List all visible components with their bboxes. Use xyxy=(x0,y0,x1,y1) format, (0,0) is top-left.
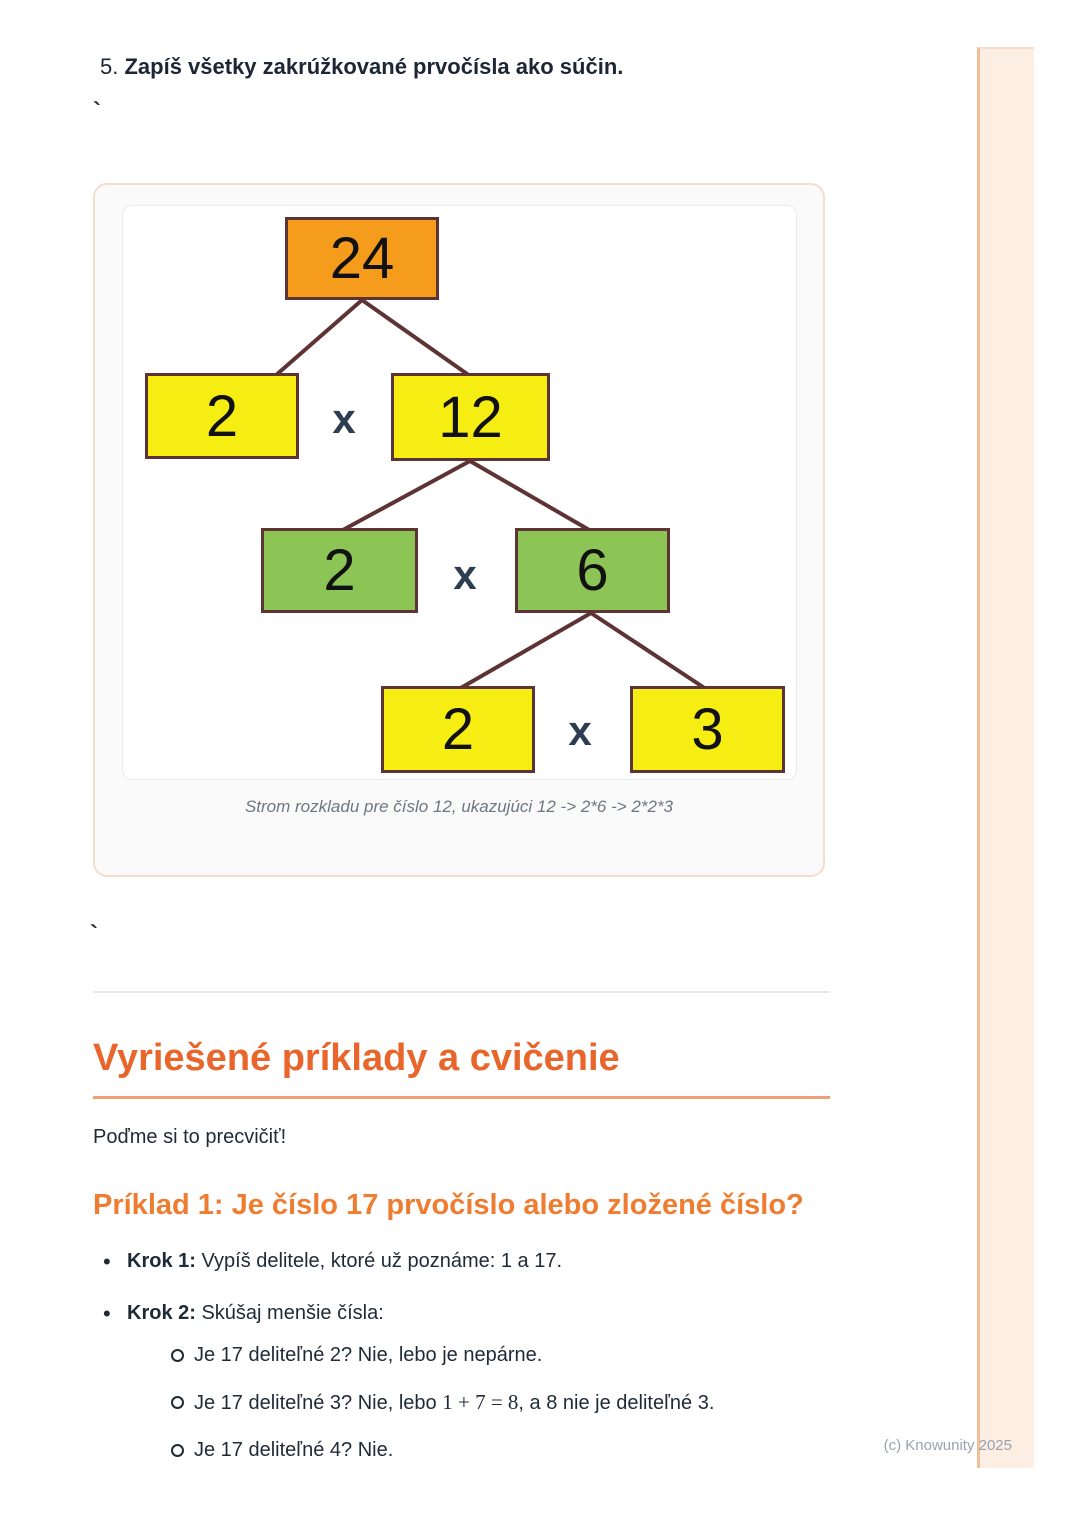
stray-backtick-2: ` xyxy=(90,921,98,948)
tree-node-2-left: 2 xyxy=(145,373,299,459)
multiply-sign-2: x xyxy=(453,551,477,598)
substep-math: 1 + 7 = 8 xyxy=(442,1390,519,1414)
tree-node-2-middle: 2 xyxy=(261,528,418,613)
multiply-sign-3: x xyxy=(568,707,592,754)
tree-node-24: 24 xyxy=(285,217,439,300)
intro-paragraph: Poďme si to precvičiť! xyxy=(93,1126,287,1148)
tree-node-2-bottom: 2 xyxy=(381,686,535,773)
substep-item-2 xyxy=(127,1389,893,1416)
substep-text: Je 17 deliteľné 4? Nie. xyxy=(194,1439,394,1462)
stray-backtick-1: ` xyxy=(93,98,101,125)
step-item-2 xyxy=(93,1300,893,1463)
example-title: Príklad 1: Je číslo 17 prvočíslo alebo zložené číslo? xyxy=(93,1189,804,1221)
substep-text-pre: Je 17 deliteľné 3? Nie, lebo xyxy=(194,1392,443,1414)
figure-caption: Strom rozkladu pre číslo 12, ukazujúci 12 -> 2*6 -> 2*2*3 xyxy=(244,797,674,816)
substeps-list xyxy=(127,1342,893,1463)
substep-text: Je 17 deliteľné 2? Nie, lebo je nepárne. xyxy=(194,1344,543,1366)
figure-card xyxy=(93,183,825,877)
exercise-item-5 xyxy=(100,53,623,81)
section-divider xyxy=(93,991,830,993)
multiply-sign-1: x xyxy=(332,395,356,442)
substep-item-3 xyxy=(127,1437,893,1463)
exercise-title: Zapíš všetky zakrúžkované prvočísla ako súčin. xyxy=(118,54,624,79)
step-text: Vypíš delitele, ktoré už poznáme: 1 a 17. xyxy=(195,1250,563,1272)
section-title-underline xyxy=(93,1096,830,1099)
tree-node-3: 3 xyxy=(630,686,785,773)
step-item-1 xyxy=(93,1248,893,1274)
step-text: Skúšaj menšie čísla: xyxy=(195,1302,384,1324)
tree-node-6: 6 xyxy=(515,528,670,613)
step-label: Krok 1: xyxy=(127,1250,196,1272)
exercise-number: 5. xyxy=(100,54,119,79)
substep-item-1 xyxy=(127,1342,893,1368)
section-title: Vyriešené príklady a cvičenie xyxy=(93,1037,620,1079)
step-label: Krok 2: xyxy=(127,1302,196,1324)
substep-text-post: , a 8 nie je deliteľné 3. xyxy=(518,1392,715,1414)
steps-list xyxy=(93,1248,893,1489)
tree-node-12: 12 xyxy=(391,373,550,461)
right-margin-strip xyxy=(977,47,1034,1468)
footer-copyright: (c) Knowunity 2025 xyxy=(883,1437,1012,1454)
factor-tree-image xyxy=(122,205,797,780)
